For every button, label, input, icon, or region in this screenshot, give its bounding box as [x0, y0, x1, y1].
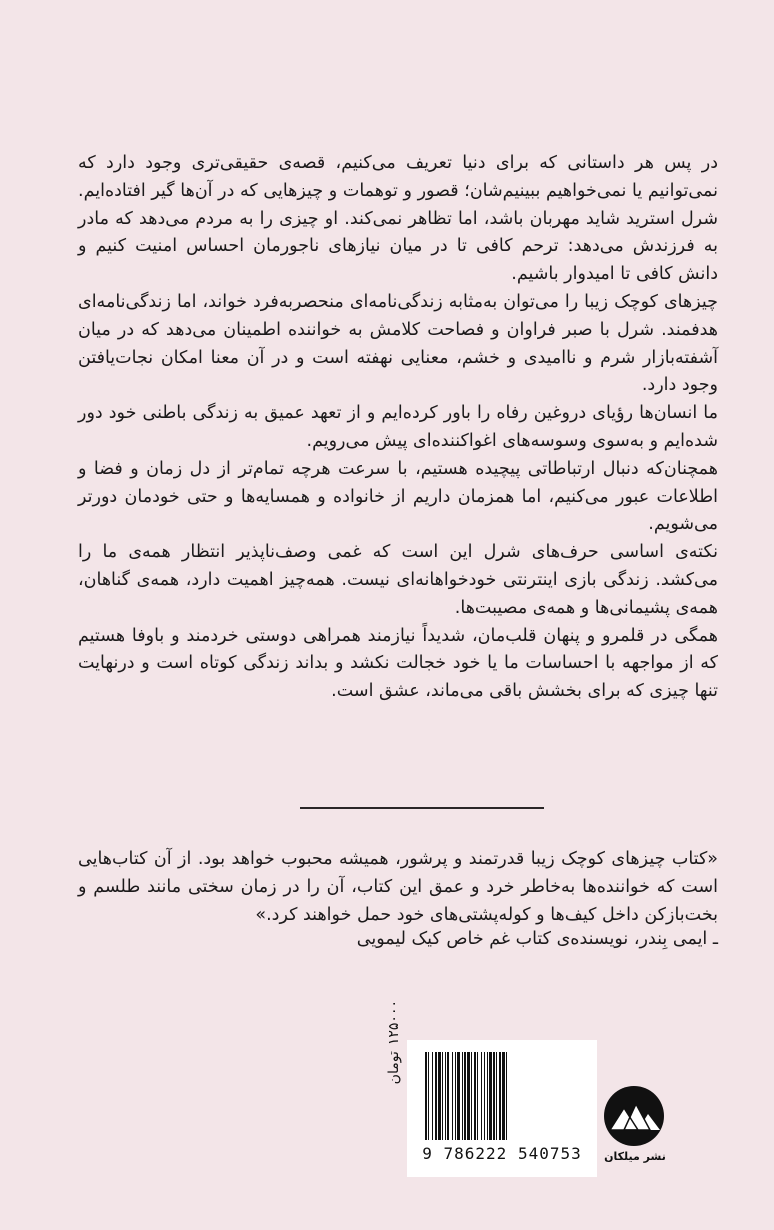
paragraph: همگی در قلمرو و پنهان قلب‌مان، شدیداً نیازمند همراهی دوستی خردمند و باوفا هستیم که از مواجهه با احساسات ما یا خود خجالت نکشد و بداند زندگی کوتاه است و درنهایت تنها چیزی که برای بخشش باقی می‌ماند، عشق است. [78, 625, 718, 702]
endorsement-quote [78, 846, 718, 929]
paragraph: در پس هر داستانی که برای دنیا تعریف می‌کنیم، قصه‌ی حقیقی‌تری وجود دارد که نمی‌توانیم یا نمی‌خواهیم ببینیم‌شان؛ قصور و توهمات و چیزهایی که در آن‌ها گیر افتاده‌ایم. شرل استرید شاید مهربان باشد، اما تظاهر نمی‌کند. او چیزی را به مردم می‌دهد که مادر به فرزندش می‌دهد: ترحم کافی تا در میان نیازهای ناجورمان احساس امنیت کنیم و دانش کافی تا امیدوار باشیم. [78, 153, 718, 285]
isbn-number: 9 786222 540753 [422, 1144, 582, 1163]
paragraph: همچنان‌که دنبال ارتباطاتی پیچیده هستیم، با سرعت هرچه تمام‌تر از دل زمان و فضا و اطلاعات عبور می‌کنیم، اما همزمان داریم از خانواده و همسایه‌ها و حتی خودمان دورتر می‌شویم. [78, 458, 718, 535]
isbn-barcode [407, 1040, 597, 1177]
price-amount: ۱۲۵۰۰۰ [386, 1000, 402, 1046]
paragraph: چیزهای کوچک زیبا را می‌توان به‌مثابه زندگی‌نامه‌ای منحصربه‌فرد خواند، اما زندگی‌نامه‌ای هدفمند. شرل با صبر فراوان و فصاحت کلامش به خواننده اطمینان می‌دهد که در میان آشفته‌بازار شرم و ناامیدی و خشم، معنایی نهفته است و در آن معنا امکان نجات‌یافتن وجود دارد. [78, 291, 718, 396]
quote-text: «کتاب چیزهای کوچک زیبا قدرتمند و پرشور، همیشه محبوب خواهد بود. از آن کتاب‌هایی است که خواننده‌ها به‌خاطر خرد و عمق این کتاب، آن را در زمان سختی مانند طلسم و بخت‌بازکن داخل کیف‌ها و کوله‌پشتی‌های خود حمل خواهند کرد.» [78, 849, 718, 925]
section-divider [300, 807, 544, 809]
publisher-logo-icon [604, 1086, 664, 1146]
publisher-name: نشر میلکان [604, 1150, 666, 1163]
paragraph: نکته‌ی اساسی حرف‌های شرل این است که غمی وصف‌ناپذیر انتظار همه‌ی ما را می‌کشد. زندگی بازی اینترنتی خودخواهانه‌ای نیست. همه‌چیز اهمیت دارد، همه‌ی گناهان، همه‌ی پشیمانی‌ها و همه‌ی مصیبت‌ها. [78, 542, 718, 618]
barcode-bars [425, 1052, 581, 1140]
back-cover-text [78, 150, 718, 706]
price-unit: تومان [386, 1051, 402, 1085]
paragraph: ما انسان‌ها رؤیای دروغین رفاه را باور کرده‌ایم و از تعهد عمیق به زندگی باطنی خود دور شده‌ایم و به‌سوی وسوسه‌های اغواکننده‌ای پیش می‌رویم. [78, 403, 718, 451]
price-label [386, 1000, 408, 1140]
quote-attribution: ـ ایمی بِندر، نویسنده‌ی کتاب غم خاص کیک لیمویی [356, 929, 718, 949]
